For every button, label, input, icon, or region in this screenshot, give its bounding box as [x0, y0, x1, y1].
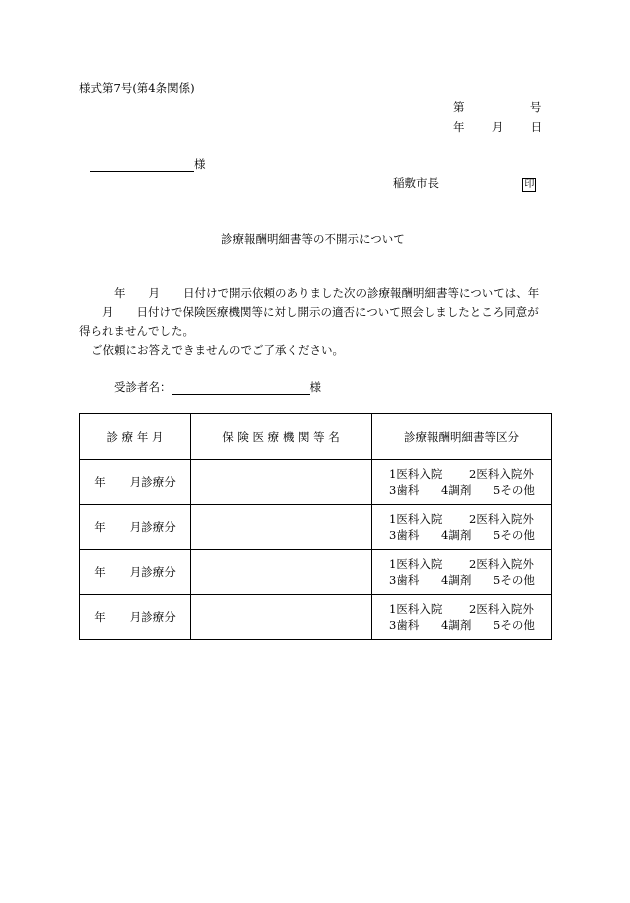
patient-blank	[172, 380, 310, 395]
doc-date-year: 年	[453, 120, 465, 134]
detail-table	[79, 413, 552, 640]
header-category: 診療報酬明細書等区分	[372, 414, 552, 460]
row-year: 年	[94, 565, 106, 579]
cat-4: 4調剤	[441, 528, 472, 542]
cat-1: 1医科入院	[389, 602, 443, 616]
header-period: 診 療 年 月	[80, 414, 191, 460]
cat-2: 2医科入院外	[469, 557, 534, 571]
cat-5: 5その他	[493, 618, 535, 632]
doc-date-month: 月	[491, 120, 504, 134]
cat-1: 1医科入院	[389, 512, 443, 526]
cat-5: 5その他	[493, 483, 535, 497]
table-row	[80, 460, 552, 505]
row-month: 月診療分	[129, 475, 176, 489]
row-institution	[191, 595, 372, 640]
body-line-2	[102, 304, 539, 320]
row-period	[80, 460, 191, 505]
form-number: 様式第7号(第4条関係)	[79, 81, 195, 95]
cat-2: 2医科入院外	[469, 602, 534, 616]
row-institution	[191, 460, 372, 505]
cat-4: 4調剤	[441, 618, 472, 632]
table-row	[80, 550, 552, 595]
body-line-3: 得られませんでした。	[79, 324, 194, 338]
row-month: 月診療分	[129, 610, 176, 624]
table-row	[80, 505, 552, 550]
cat-3: 3歯科	[389, 528, 420, 542]
row-institution	[191, 550, 372, 595]
body-line-1	[114, 285, 539, 301]
body-text-1: 日付けで開示依頼のありました次の診療報酬明細書等については、年	[183, 286, 540, 300]
document-number	[453, 99, 541, 115]
cat-5: 5その他	[493, 528, 535, 542]
table-row	[80, 595, 552, 640]
patient-label: 受診者名：	[114, 380, 172, 394]
cat-2: 2医科入院外	[469, 467, 534, 481]
row-period	[80, 505, 191, 550]
patient-suffix: 様	[309, 380, 321, 394]
row-year: 年	[94, 475, 106, 489]
row-category	[372, 595, 552, 640]
row-period	[80, 550, 191, 595]
body-text-2: 日付けで保険医療機関等に対し開示の適否について照会しましたところ同意が	[136, 305, 539, 319]
row-month: 月診療分	[129, 565, 176, 579]
cat-3: 3歯科	[389, 483, 420, 497]
patient-name	[114, 379, 321, 395]
cat-5: 5その他	[493, 573, 535, 587]
row-year: 年	[94, 610, 106, 624]
sender-block	[393, 175, 536, 192]
cat-3: 3歯科	[389, 573, 420, 587]
doc-date-day: 日	[530, 120, 543, 134]
cat-2: 2医科入院外	[469, 512, 534, 526]
doc-number-suffix: 号	[529, 100, 542, 114]
header-institution: 保 険 医 療 機 関 等 名	[191, 414, 372, 460]
row-category	[372, 550, 552, 595]
row-institution	[191, 505, 372, 550]
row-category	[372, 505, 552, 550]
doc-number-prefix: 第	[453, 100, 465, 114]
body-month: 月	[148, 286, 160, 300]
body-month-2: 月	[102, 305, 114, 319]
addressee-suffix: 様	[194, 157, 206, 171]
cat-1: 1医科入院	[389, 467, 443, 481]
row-category	[372, 460, 552, 505]
addressee-blank	[90, 157, 194, 172]
cat-3: 3歯科	[389, 618, 420, 632]
body-line-4: ご依頼にお答えできませんのでご了承ください。	[91, 343, 344, 357]
row-year: 年	[94, 520, 106, 534]
document-date	[453, 119, 542, 135]
addressee	[90, 156, 206, 172]
cat-4: 4調剤	[441, 483, 472, 497]
row-month: 月診療分	[129, 520, 176, 534]
page-title: 診療報酬明細書等の不開示について	[221, 232, 405, 246]
body-year: 年	[114, 286, 126, 300]
cat-1: 1医科入院	[389, 557, 443, 571]
seal-mark: 印	[524, 179, 535, 190]
cat-4: 4調剤	[441, 573, 472, 587]
table-header-row	[80, 414, 552, 460]
row-period	[80, 595, 191, 640]
sender-name: 稲敷市長	[393, 176, 439, 190]
